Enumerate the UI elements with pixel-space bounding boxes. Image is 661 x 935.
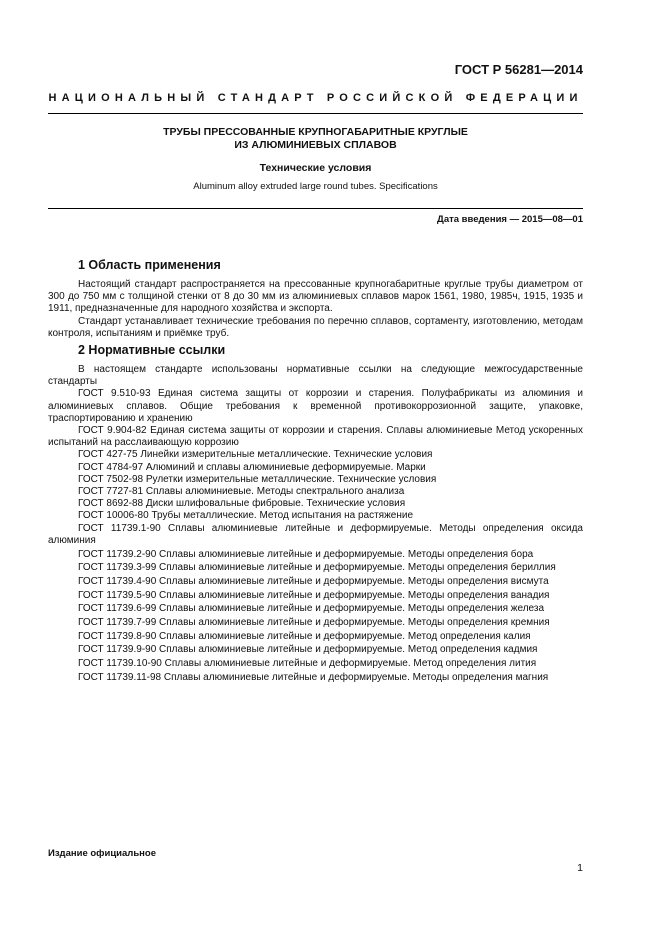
reference-item: ГОСТ 9.904-82 Единая система защиты от коррозии и старения. Сплавы алюминиевые Метод ускоренных испытаний на расслаивающую коррозию	[48, 425, 583, 449]
reference-item: ГОСТ 4784-97 Алюминий и сплавы алюминиевые деформируемые. Марки	[78, 461, 426, 473]
reference-item: ГОСТ 7727-81 Сплавы алюминиевые. Методы спектрального анализа	[78, 486, 405, 498]
section-2-heading: 2 Нормативные ссылки	[78, 343, 226, 358]
reference-item: ГОСТ 11739.5-90 Сплавы алюминиевые литейные и деформируемые. Методы определения ванадия	[78, 589, 550, 601]
document-subtitle: Технические условия	[259, 162, 372, 174]
reference-item: ГОСТ 11739.3-99 Сплавы алюминиевые литейные и деформируемые. Методы определения бериллия	[78, 562, 556, 574]
reference-item: ГОСТ 8692-88 Диски шлифовальные фибровые. Технические условия	[78, 498, 406, 510]
reference-item: ГОСТ 11739.8-90 Сплавы алюминиевые литейные и деформируемые. Метод определения калия	[78, 630, 531, 642]
reference-item: ГОСТ 427-75 Линейки измерительные металлические. Технические условия	[78, 449, 433, 461]
national-standard-banner: НАЦИОНАЛЬНЫЙ СТАНДАРТ РОССИЙСКОЙ ФЕДЕРАЦИИ	[48, 92, 583, 104]
reference-item: ГОСТ 11739.9-90 Сплавы алюминиевые литейные и деформируемые. Метод определения кадмия	[78, 644, 538, 656]
section-1-body	[48, 279, 583, 340]
reference-item: ГОСТ 11739.1-90 Сплавы алюминиевые литейные и деформируемые. Методы определения оксида алюминия	[48, 522, 583, 546]
normative-references-list	[48, 364, 583, 684]
english-title: Aluminum alloy extruded large round tubes. Specifications	[193, 181, 438, 192]
section-1-heading: 1 Область применения	[78, 258, 221, 272]
divider-title	[48, 208, 583, 209]
reference-item: ГОСТ 11739.7-99 Сплавы алюминиевые литейные и деформируемые. Методы определения кремния	[78, 617, 550, 629]
reference-item: ГОСТ 10006-80 Трубы металлические. Метод испытания на растяжение	[78, 510, 414, 522]
paragraph: В настоящем стандарте использованы нормативные ссылки на следующие межгосударственные стандарты	[48, 364, 583, 388]
document-body	[48, 258, 583, 684]
reference-item: ГОСТ 11739.4-90 Сплавы алюминиевые литейные и деформируемые. Методы определения висмута	[78, 575, 549, 587]
introduction-date: Дата введения — 2015—08—01	[437, 214, 583, 225]
document-code: ГОСТ Р 56281—2014	[454, 62, 583, 77]
paragraph: Настоящий стандарт распространяется на прессованные крупногабаритные круглые трубы диаметром от 300 до 750 мм с толщиной стенки от 8 до 30 мм из алюминиевых сплавов марок 1561, 1980, 1985ч, 1915, 1935 и 1911, предназначенные для народного хозяйства и экспорта.	[48, 279, 583, 315]
reference-item: ГОСТ 11739.10-90 Сплавы алюминиевые литейные и деформируемые. Метод определения лития	[78, 658, 537, 670]
title-line-1: ТРУБЫ ПРЕССОВАННЫЕ КРУПНОГАБАРИТНЫЕ КРУГЛЫЕ	[163, 126, 468, 138]
paragraph: Стандарт устанавливает технические требования по перечню сплавов, сортаменту, изготовлению, методам контроля, испытаниям и приёмке труб.	[48, 315, 583, 339]
reference-item: ГОСТ 11739.11-98 Сплавы алюминиевые литейные и деформируемые. Методы определения магния	[78, 671, 549, 683]
reference-item: ГОСТ 9.510-93 Единая система защиты от коррозии и старения. Полуфабрикаты из алюминия и алюминиевых сплавов. Общие требования к временной противокоррозионной защите, упаковке, траспортированию и хранению	[48, 388, 583, 424]
divider-top	[48, 113, 583, 114]
reference-item: ГОСТ 7502-98 Рулетки измерительные металлические. Технические условия	[78, 473, 437, 485]
page-number: 1	[577, 862, 583, 874]
reference-item: ГОСТ 11739.6-99 Сплавы алюминиевые литейные и деформируемые. Методы определения железа	[78, 603, 545, 615]
official-edition-label: Издание официальное	[48, 848, 156, 859]
document-title	[48, 126, 583, 152]
title-line-2: ИЗ АЛЮМИНИЕВЫХ СПЛАВОВ	[234, 139, 397, 151]
reference-item: ГОСТ 11739.2-90 Сплавы алюминиевые литейные и деформируемые. Методы определения бора	[78, 548, 534, 560]
